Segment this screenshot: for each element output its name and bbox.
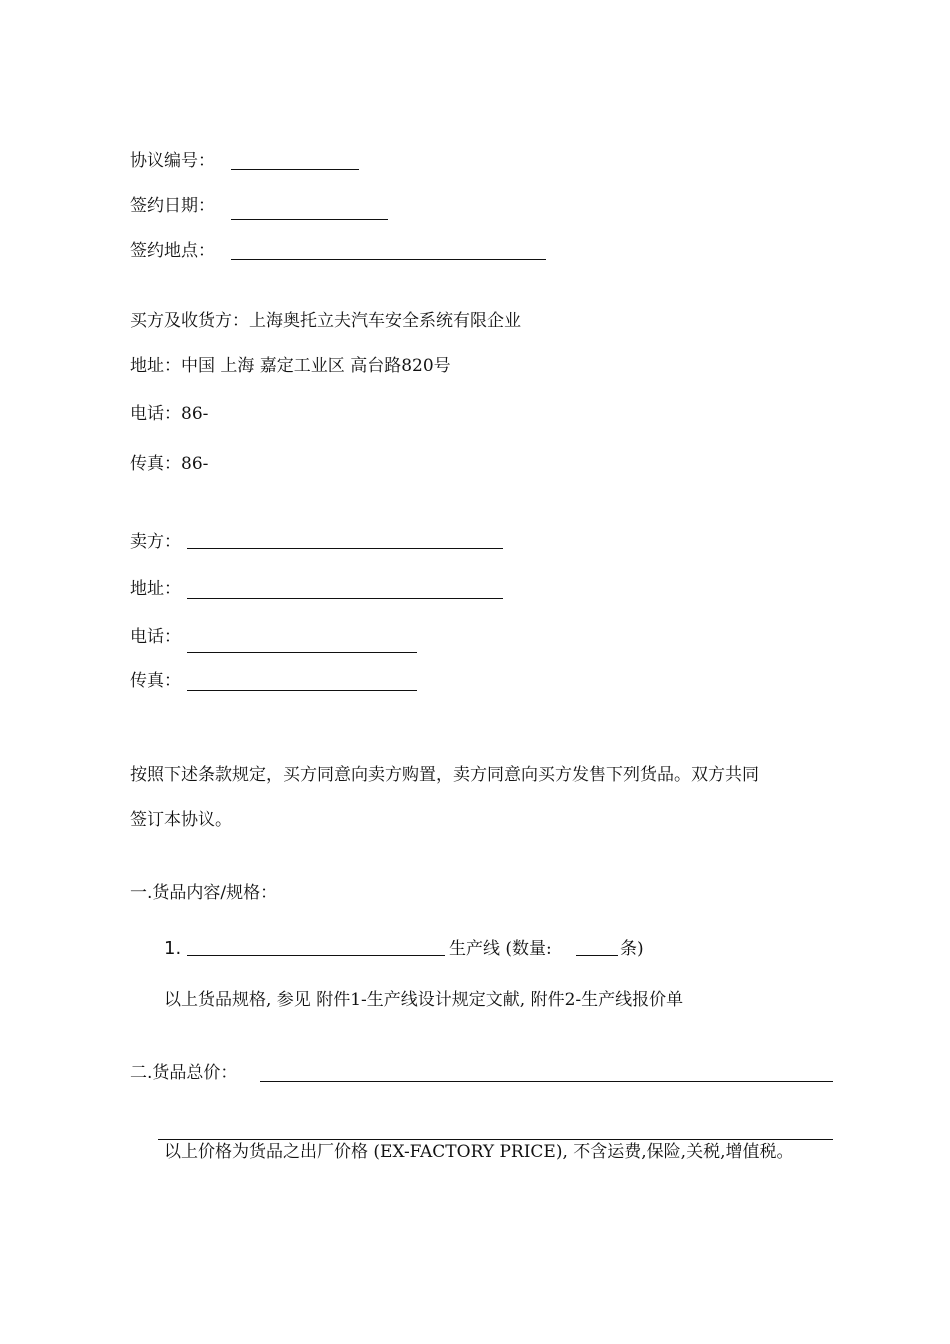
buyer-address: 地址：中国 上海 嘉定工业区 高台路820号 xyxy=(130,356,451,376)
buyer-name: 买方及收货方：上海奥托立夫汽车安全系统有限企业 xyxy=(130,311,521,331)
item-1-number: 1. xyxy=(164,938,182,959)
section-2-number: 二. xyxy=(130,1063,153,1083)
agreement-no-blank[interactable] xyxy=(231,169,359,170)
seller-fax-blank[interactable] xyxy=(187,690,417,691)
seller-address-blank[interactable] xyxy=(187,598,503,599)
item-1-suffix: 生产线 (数量: xyxy=(449,939,552,959)
total-price-blank[interactable] xyxy=(260,1081,833,1082)
sign-place-label: 签约地点： xyxy=(130,241,215,261)
section-2-title: 货品总价： xyxy=(152,1063,238,1083)
total-price-blank-line-2[interactable] xyxy=(158,1139,833,1140)
section-1-heading xyxy=(130,882,277,904)
preamble-line-1: 按照下述条款规定，买方同意向卖方购置，卖方同意向买方发售下列货品。双方共同 xyxy=(130,765,759,785)
seller-address-label: 地址： xyxy=(130,579,181,599)
item-1-name-blank[interactable] xyxy=(187,955,445,956)
seller-phone-blank[interactable] xyxy=(187,652,417,653)
section-2-heading xyxy=(130,1062,237,1084)
section-1-title: 货品内容/规格： xyxy=(152,883,278,903)
spec-note: 以上货品规格, 参见 附件1-生产线设计规定文献, 附件2-生产线报价单 xyxy=(164,990,684,1010)
seller-phone-label: 电话： xyxy=(130,627,181,647)
price-note: 以上价格为货品之出厂价格 (EX-FACTORY PRICE), 不含运费,保险,关税,增值税。 xyxy=(164,1142,794,1162)
seller-fax-label: 传真： xyxy=(130,671,181,691)
item-1-quantity-blank[interactable] xyxy=(576,955,618,956)
buyer-phone: 电话：86- xyxy=(130,404,209,424)
sign-date-blank[interactable] xyxy=(231,219,388,220)
buyer-fax: 传真：86- xyxy=(130,454,209,474)
seller-blank[interactable] xyxy=(187,548,503,549)
sign-place-blank[interactable] xyxy=(231,259,546,260)
item-1-unit: 条) xyxy=(620,939,644,959)
preamble-line-2: 签订本协议。 xyxy=(130,810,232,830)
seller-label: 卖方： xyxy=(130,532,181,552)
section-1-number: 一. xyxy=(130,883,153,903)
sign-date-label: 签约日期： xyxy=(130,196,215,216)
agreement-no-label: 协议编号： xyxy=(130,151,215,171)
